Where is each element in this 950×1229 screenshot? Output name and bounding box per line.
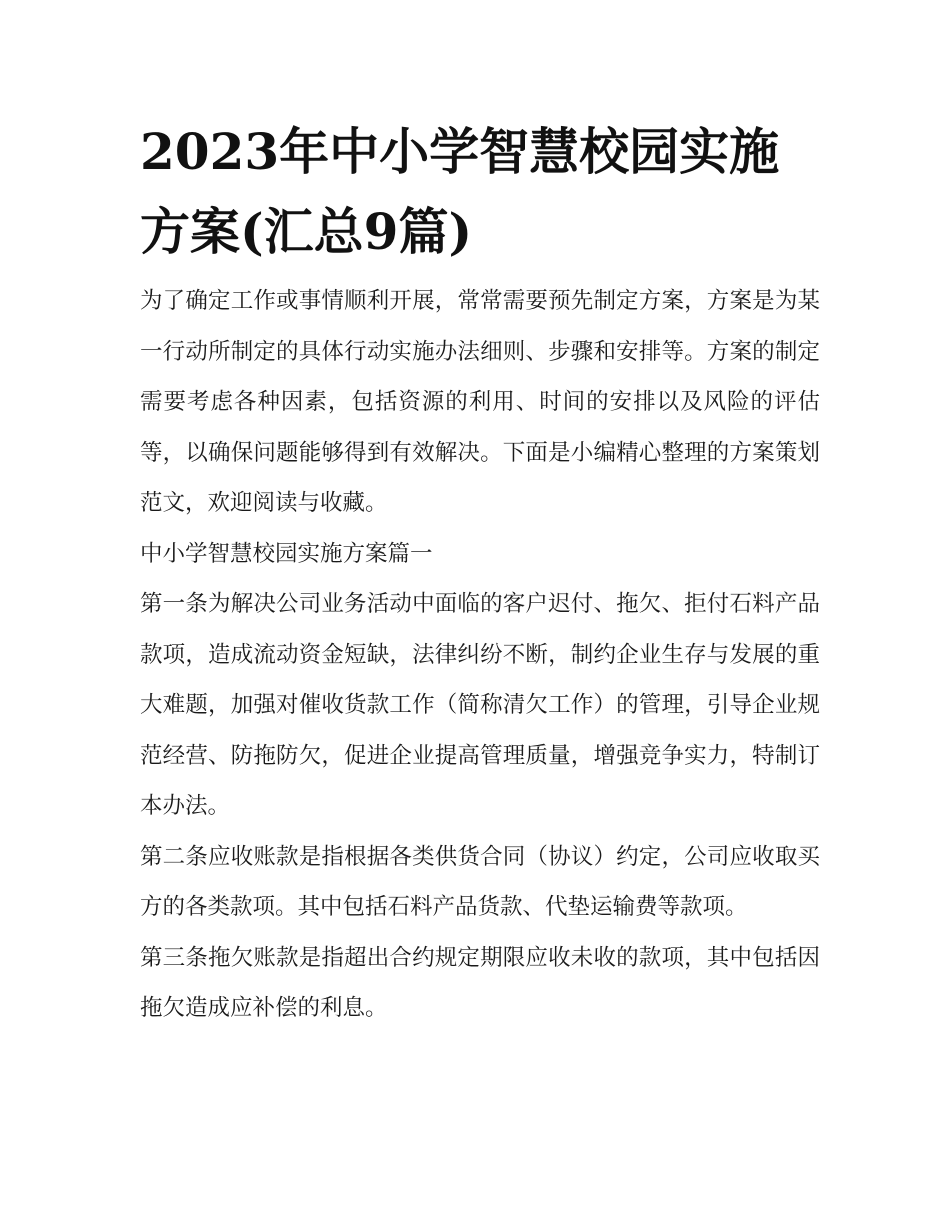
- article-1-paragraph: 第一条为解决公司业务活动中面临的客户迟付、拖欠、拒付石料产品款项，造成流动资金短缺，法律纠纷不断，制约企业生存与发展的重大难题，加强对催收货款工作（简称清欠工作）的管理，引导企业规范经营、防拖防欠，促进企业提高管理质量，增强竞争实力，特制订本办法。: [140, 591, 820, 819]
- section-heading: 中小学智慧校园实施方案篇一: [140, 540, 433, 567]
- intro-paragraph: 为了确定工作或事情顺利开展，常常需要预先制定方案，方案是为某一行动所制定的具体行动实施办法细则、步骤和安排等。方案的制定需要考虑各种因素，包括资源的利用、时间的安排以及风险的评估等，以确保问题能够得到有效解决。下面是小编精心整理的方案策划范文，欢迎阅读与收藏。: [140, 288, 820, 516]
- article-2-paragraph: 第二条应收账款是指根据各类供货合同（协议）约定，公司应收取买方的各类款项。其中包括石料产品货款、代垫运输费等款项。: [140, 843, 820, 920]
- document-title: 2023年中小学智慧校园实施方案(汇总9篇): [140, 122, 780, 261]
- document-body: [140, 276, 820, 1034]
- article-3-paragraph: 第三条拖欠账款是指超出合约规定期限应收未收的款项，其中包括因拖欠造成应补偿的利息。: [140, 944, 820, 1021]
